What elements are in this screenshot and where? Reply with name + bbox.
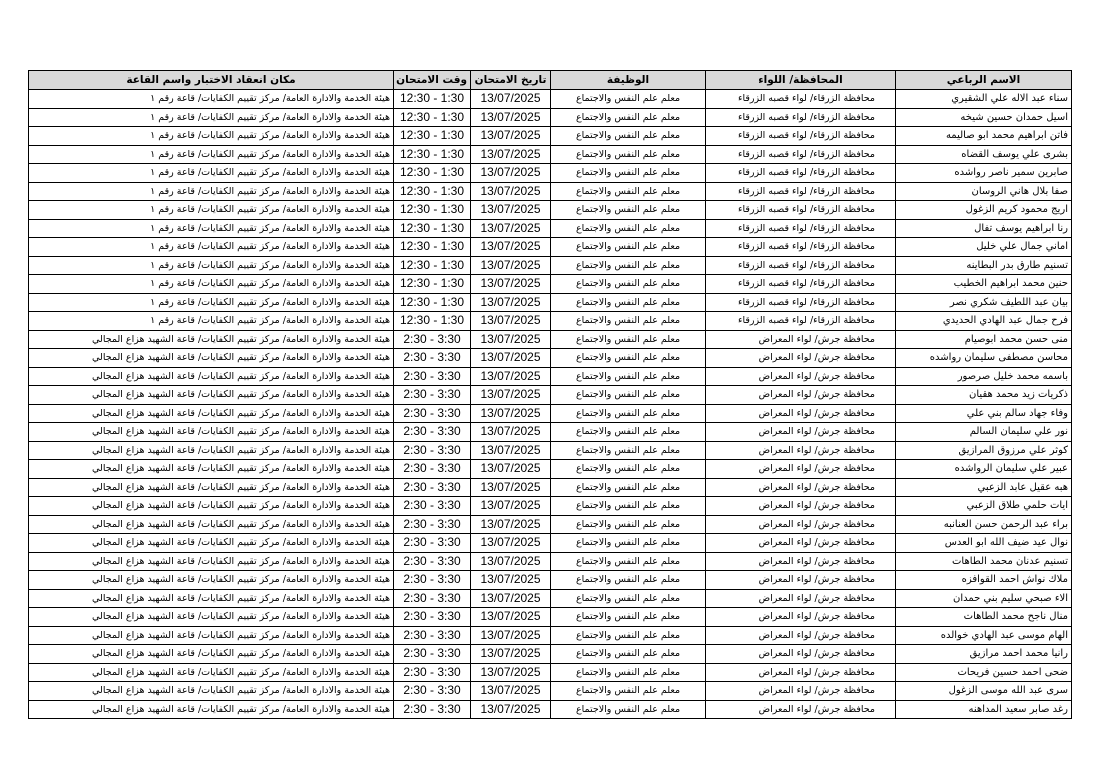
cell-date: 13/07/2025 xyxy=(471,589,551,608)
cell-governorate: محافظة الزرقاء/ لواء قصبه الزرقاء xyxy=(706,238,896,257)
cell-name: بشرى علي يوسف القضاه xyxy=(896,145,1072,164)
cell-place: هيئة الخدمة والادارة العامة/ مركز تقييم الكفايات/ قاعة رقم ١ xyxy=(29,164,394,183)
cell-name: تسنيم عدنان محمد الطاهات xyxy=(896,552,1072,571)
cell-governorate: محافظة جرش/ لواء المعراض xyxy=(706,608,896,627)
table-row xyxy=(29,312,1072,331)
table-row xyxy=(29,349,1072,368)
cell-time: 12:30 - 1:30 xyxy=(394,145,471,164)
table-row xyxy=(29,645,1072,664)
cell-date: 13/07/2025 xyxy=(471,293,551,312)
cell-job: معلم علم النفس والاجتماع xyxy=(551,571,706,590)
cell-place: هيئة الخدمة والادارة العامة/ مركز تقييم الكفايات/ قاعة رقم ١ xyxy=(29,127,394,146)
cell-time: 12:30 - 1:30 xyxy=(394,312,471,331)
cell-time: 2:30 - 3:30 xyxy=(394,423,471,442)
cell-name: ضحى احمد حسين فريحات xyxy=(896,663,1072,682)
cell-governorate: محافظة الزرقاء/ لواء قصبه الزرقاء xyxy=(706,164,896,183)
cell-date: 13/07/2025 xyxy=(471,404,551,423)
cell-name: اماني جمال علي خليل xyxy=(896,238,1072,257)
cell-date: 13/07/2025 xyxy=(471,349,551,368)
table-row xyxy=(29,145,1072,164)
table-row xyxy=(29,219,1072,238)
table-row xyxy=(29,423,1072,442)
cell-date: 13/07/2025 xyxy=(471,700,551,719)
cell-place: هيئة الخدمة والادارة العامة/ مركز تقييم الكفايات/ قاعة رقم ١ xyxy=(29,145,394,164)
cell-date: 13/07/2025 xyxy=(471,182,551,201)
cell-job: معلم علم النفس والاجتماع xyxy=(551,312,706,331)
table-row xyxy=(29,256,1072,275)
cell-name: حنين محمد ابراهيم الخطيب xyxy=(896,275,1072,294)
cell-time: 2:30 - 3:30 xyxy=(394,571,471,590)
cell-governorate: محافظة الزرقاء/ لواء قصبه الزرقاء xyxy=(706,256,896,275)
cell-time: 12:30 - 1:30 xyxy=(394,275,471,294)
cell-time: 2:30 - 3:30 xyxy=(394,552,471,571)
cell-name: باسمه محمد خليل صرصور xyxy=(896,367,1072,386)
cell-job: معلم علم النفس والاجتماع xyxy=(551,108,706,127)
table-row xyxy=(29,663,1072,682)
cell-date: 13/07/2025 xyxy=(471,238,551,257)
cell-job: معلم علم النفس والاجتماع xyxy=(551,663,706,682)
cell-job: معلم علم النفس والاجتماع xyxy=(551,589,706,608)
cell-job: معلم علم النفس والاجتماع xyxy=(551,478,706,497)
cell-time: 12:30 - 1:30 xyxy=(394,293,471,312)
cell-governorate: محافظة الزرقاء/ لواء قصبه الزرقاء xyxy=(706,312,896,331)
cell-governorate: محافظة جرش/ لواء المعراض xyxy=(706,441,896,460)
cell-time: 2:30 - 3:30 xyxy=(394,608,471,627)
cell-date: 13/07/2025 xyxy=(471,571,551,590)
cell-time: 2:30 - 3:30 xyxy=(394,663,471,682)
cell-time: 2:30 - 3:30 xyxy=(394,404,471,423)
cell-job: معلم علم النفس والاجتماع xyxy=(551,219,706,238)
cell-job: معلم علم النفس والاجتماع xyxy=(551,238,706,257)
cell-time: 2:30 - 3:30 xyxy=(394,645,471,664)
exam-schedule-page xyxy=(28,70,1071,719)
header-date: تاريخ الامتحان xyxy=(471,71,551,90)
cell-job: معلم علم النفس والاجتماع xyxy=(551,608,706,627)
cell-governorate: محافظة الزرقاء/ لواء قصبه الزرقاء xyxy=(706,219,896,238)
cell-name: تسنيم طارق بدر البطاينه xyxy=(896,256,1072,275)
cell-job: معلم علم النفس والاجتماع xyxy=(551,497,706,516)
cell-date: 13/07/2025 xyxy=(471,367,551,386)
table-row xyxy=(29,478,1072,497)
cell-place: هيئة الخدمة والادارة العامة/ مركز تقييم الكفايات/ قاعة رقم ١ xyxy=(29,238,394,257)
cell-governorate: محافظة جرش/ لواء المعراض xyxy=(706,534,896,553)
table-row xyxy=(29,182,1072,201)
table-row xyxy=(29,238,1072,257)
cell-name: رنا ابراهيم يوسف تفال xyxy=(896,219,1072,238)
cell-time: 12:30 - 1:30 xyxy=(394,256,471,275)
cell-name: ملاك نواش احمد القوافزه xyxy=(896,571,1072,590)
cell-date: 13/07/2025 xyxy=(471,645,551,664)
cell-name: صفا بلال هاني الروسان xyxy=(896,182,1072,201)
cell-governorate: محافظة جرش/ لواء المعراض xyxy=(706,682,896,701)
cell-job: معلم علم النفس والاجتماع xyxy=(551,90,706,109)
cell-name: وفاء جهاد سالم بني علي xyxy=(896,404,1072,423)
cell-date: 13/07/2025 xyxy=(471,386,551,405)
cell-name: اسيل حمدان حسين شيخه xyxy=(896,108,1072,127)
cell-job: معلم علم النفس والاجتماع xyxy=(551,145,706,164)
cell-job: معلم علم النفس والاجتماع xyxy=(551,367,706,386)
table-row xyxy=(29,386,1072,405)
cell-time: 2:30 - 3:30 xyxy=(394,367,471,386)
cell-name: الهام موسى عبد الهادي خوالده xyxy=(896,626,1072,645)
cell-name: عبير علي سليمان الرواشده xyxy=(896,460,1072,479)
cell-date: 13/07/2025 xyxy=(471,608,551,627)
table-row xyxy=(29,90,1072,109)
cell-governorate: محافظة جرش/ لواء المعراض xyxy=(706,663,896,682)
cell-governorate: محافظة جرش/ لواء المعراض xyxy=(706,330,896,349)
cell-job: معلم علم النفس والاجتماع xyxy=(551,534,706,553)
cell-date: 13/07/2025 xyxy=(471,515,551,534)
table-row xyxy=(29,330,1072,349)
cell-date: 13/07/2025 xyxy=(471,552,551,571)
table-row xyxy=(29,534,1072,553)
cell-date: 13/07/2025 xyxy=(471,164,551,183)
cell-time: 2:30 - 3:30 xyxy=(394,441,471,460)
cell-place: هيئة الخدمة والادارة العامة/ مركز تقييم الكفايات/ قاعة رقم ١ xyxy=(29,201,394,220)
cell-name: الاء صبحي سليم بني حمدان xyxy=(896,589,1072,608)
cell-place: هيئة الخدمة والادارة العامة/ مركز تقييم الكفايات/ قاعة الشهيد هزاع المجالي xyxy=(29,700,394,719)
cell-name: رغد صابر سعيد المداهنه xyxy=(896,700,1072,719)
cell-place: هيئة الخدمة والادارة العامة/ مركز تقييم الكفايات/ قاعة الشهيد هزاع المجالي xyxy=(29,423,394,442)
cell-place: هيئة الخدمة والادارة العامة/ مركز تقييم الكفايات/ قاعة الشهيد هزاع المجالي xyxy=(29,497,394,516)
cell-governorate: محافظة الزرقاء/ لواء قصبه الزرقاء xyxy=(706,127,896,146)
table-row xyxy=(29,201,1072,220)
table-row xyxy=(29,626,1072,645)
cell-name: محاسن مصطفى سليمان رواشده xyxy=(896,349,1072,368)
cell-place: هيئة الخدمة والادارة العامة/ مركز تقييم الكفايات/ قاعة الشهيد هزاع المجالي xyxy=(29,441,394,460)
cell-place: هيئة الخدمة والادارة العامة/ مركز تقييم الكفايات/ قاعة الشهيد هزاع المجالي xyxy=(29,682,394,701)
header-governorate: المحافظة/ اللواء xyxy=(706,71,896,90)
cell-place: هيئة الخدمة والادارة العامة/ مركز تقييم الكفايات/ قاعة الشهيد هزاع المجالي xyxy=(29,608,394,627)
cell-time: 2:30 - 3:30 xyxy=(394,626,471,645)
cell-governorate: محافظة جرش/ لواء المعراض xyxy=(706,349,896,368)
table-row xyxy=(29,404,1072,423)
cell-time: 12:30 - 1:30 xyxy=(394,238,471,257)
cell-date: 13/07/2025 xyxy=(471,145,551,164)
cell-place: هيئة الخدمة والادارة العامة/ مركز تقييم الكفايات/ قاعة الشهيد هزاع المجالي xyxy=(29,663,394,682)
cell-time: 12:30 - 1:30 xyxy=(394,108,471,127)
cell-place: هيئة الخدمة والادارة العامة/ مركز تقييم الكفايات/ قاعة الشهيد هزاع المجالي xyxy=(29,571,394,590)
cell-date: 13/07/2025 xyxy=(471,275,551,294)
table-body xyxy=(29,90,1072,719)
cell-place: هيئة الخدمة والادارة العامة/ مركز تقييم الكفايات/ قاعة رقم ١ xyxy=(29,312,394,331)
cell-time: 2:30 - 3:30 xyxy=(394,386,471,405)
cell-date: 13/07/2025 xyxy=(471,663,551,682)
cell-job: معلم علم النفس والاجتماع xyxy=(551,293,706,312)
cell-place: هيئة الخدمة والادارة العامة/ مركز تقييم الكفايات/ قاعة الشهيد هزاع المجالي xyxy=(29,330,394,349)
header-name: الاسم الرباعي xyxy=(896,71,1072,90)
cell-name: نور علي سليمان السالم xyxy=(896,423,1072,442)
cell-governorate: محافظة جرش/ لواء المعراض xyxy=(706,423,896,442)
cell-time: 2:30 - 3:30 xyxy=(394,515,471,534)
cell-name: بيان عبد اللطيف شكري نصر xyxy=(896,293,1072,312)
cell-place: هيئة الخدمة والادارة العامة/ مركز تقييم الكفايات/ قاعة رقم ١ xyxy=(29,90,394,109)
cell-job: معلم علم النفس والاجتماع xyxy=(551,460,706,479)
cell-name: منى حسن محمد ابوصيام xyxy=(896,330,1072,349)
cell-job: معلم علم النفس والاجتماع xyxy=(551,164,706,183)
cell-date: 13/07/2025 xyxy=(471,127,551,146)
cell-job: معلم علم النفس والاجتماع xyxy=(551,515,706,534)
cell-job: معلم علم النفس والاجتماع xyxy=(551,552,706,571)
cell-name: فرح جمال عبد الهادي الحديدي xyxy=(896,312,1072,331)
cell-job: معلم علم النفس والاجتماع xyxy=(551,626,706,645)
cell-date: 13/07/2025 xyxy=(471,534,551,553)
cell-governorate: محافظة جرش/ لواء المعراض xyxy=(706,589,896,608)
table-row xyxy=(29,275,1072,294)
table-row xyxy=(29,571,1072,590)
cell-place: هيئة الخدمة والادارة العامة/ مركز تقييم الكفايات/ قاعة رقم ١ xyxy=(29,293,394,312)
table-row xyxy=(29,682,1072,701)
cell-place: هيئة الخدمة والادارة العامة/ مركز تقييم الكفايات/ قاعة الشهيد هزاع المجالي xyxy=(29,404,394,423)
cell-governorate: محافظة الزرقاء/ لواء قصبه الزرقاء xyxy=(706,108,896,127)
cell-date: 13/07/2025 xyxy=(471,90,551,109)
table-row xyxy=(29,608,1072,627)
cell-place: هيئة الخدمة والادارة العامة/ مركز تقييم الكفايات/ قاعة الشهيد هزاع المجالي xyxy=(29,349,394,368)
cell-governorate: محافظة جرش/ لواء المعراض xyxy=(706,497,896,516)
cell-job: معلم علم النفس والاجتماع xyxy=(551,386,706,405)
table-row xyxy=(29,589,1072,608)
table-row xyxy=(29,441,1072,460)
cell-date: 13/07/2025 xyxy=(471,312,551,331)
cell-job: معلم علم النفس والاجتماع xyxy=(551,645,706,664)
cell-name: ايات حلمي طلاق الزعبي xyxy=(896,497,1072,516)
cell-governorate: محافظة جرش/ لواء المعراض xyxy=(706,571,896,590)
cell-job: معلم علم النفس والاجتماع xyxy=(551,127,706,146)
cell-name: براء عبد الرحمن حسن العنانبه xyxy=(896,515,1072,534)
cell-date: 13/07/2025 xyxy=(471,460,551,479)
cell-governorate: محافظة جرش/ لواء المعراض xyxy=(706,478,896,497)
cell-place: هيئة الخدمة والادارة العامة/ مركز تقييم الكفايات/ قاعة الشهيد هزاع المجالي xyxy=(29,534,394,553)
cell-time: 2:30 - 3:30 xyxy=(394,460,471,479)
cell-name: ذكريات زيد محمد هقيان xyxy=(896,386,1072,405)
cell-governorate: محافظة جرش/ لواء المعراض xyxy=(706,645,896,664)
cell-place: هيئة الخدمة والادارة العامة/ مركز تقييم الكفايات/ قاعة الشهيد هزاع المجالي xyxy=(29,386,394,405)
cell-date: 13/07/2025 xyxy=(471,201,551,220)
header-time: وقت الامتحان xyxy=(394,71,471,90)
cell-time: 12:30 - 1:30 xyxy=(394,90,471,109)
cell-place: هيئة الخدمة والادارة العامة/ مركز تقييم الكفايات/ قاعة رقم ١ xyxy=(29,256,394,275)
cell-time: 2:30 - 3:30 xyxy=(394,534,471,553)
cell-job: معلم علم النفس والاجتماع xyxy=(551,682,706,701)
cell-time: 2:30 - 3:30 xyxy=(394,682,471,701)
cell-time: 2:30 - 3:30 xyxy=(394,478,471,497)
table-row xyxy=(29,293,1072,312)
cell-time: 12:30 - 1:30 xyxy=(394,201,471,220)
cell-place: هيئة الخدمة والادارة العامة/ مركز تقييم الكفايات/ قاعة الشهيد هزاع المجالي xyxy=(29,645,394,664)
cell-governorate: محافظة الزرقاء/ لواء قصبه الزرقاء xyxy=(706,293,896,312)
cell-place: هيئة الخدمة والادارة العامة/ مركز تقييم الكفايات/ قاعة الشهيد هزاع المجالي xyxy=(29,460,394,479)
cell-place: هيئة الخدمة والادارة العامة/ مركز تقييم الكفايات/ قاعة رقم ١ xyxy=(29,108,394,127)
cell-name: كوثر علي مرزوق المرازيق xyxy=(896,441,1072,460)
table-row xyxy=(29,367,1072,386)
table-row xyxy=(29,552,1072,571)
cell-governorate: محافظة الزرقاء/ لواء قصبه الزرقاء xyxy=(706,145,896,164)
table-row xyxy=(29,164,1072,183)
table-row xyxy=(29,515,1072,534)
cell-date: 13/07/2025 xyxy=(471,478,551,497)
table-row xyxy=(29,497,1072,516)
cell-governorate: محافظة جرش/ لواء المعراض xyxy=(706,386,896,405)
cell-time: 12:30 - 1:30 xyxy=(394,164,471,183)
cell-name: هبه عقيل عابد الزعبي xyxy=(896,478,1072,497)
cell-governorate: محافظة الزرقاء/ لواء قصبه الزرقاء xyxy=(706,90,896,109)
cell-place: هيئة الخدمة والادارة العامة/ مركز تقييم الكفايات/ قاعة الشهيد هزاع المجالي xyxy=(29,552,394,571)
cell-governorate: محافظة الزرقاء/ لواء قصبه الزرقاء xyxy=(706,201,896,220)
cell-date: 13/07/2025 xyxy=(471,219,551,238)
cell-date: 13/07/2025 xyxy=(471,441,551,460)
cell-name: نوال عيد ضيف الله ابو العدس xyxy=(896,534,1072,553)
cell-name: رانيا محمد احمد مرازيق xyxy=(896,645,1072,664)
cell-governorate: محافظة جرش/ لواء المعراض xyxy=(706,700,896,719)
exam-schedule-table xyxy=(28,70,1072,719)
cell-governorate: محافظة جرش/ لواء المعراض xyxy=(706,515,896,534)
cell-place: هيئة الخدمة والادارة العامة/ مركز تقييم الكفايات/ قاعة الشهيد هزاع المجالي xyxy=(29,589,394,608)
table-row xyxy=(29,460,1072,479)
cell-time: 12:30 - 1:30 xyxy=(394,127,471,146)
cell-place: هيئة الخدمة والادارة العامة/ مركز تقييم الكفايات/ قاعة الشهيد هزاع المجالي xyxy=(29,515,394,534)
cell-job: معلم علم النفس والاجتماع xyxy=(551,201,706,220)
cell-place: هيئة الخدمة والادارة العامة/ مركز تقييم الكفايات/ قاعة الشهيد هزاع المجالي xyxy=(29,367,394,386)
cell-date: 13/07/2025 xyxy=(471,330,551,349)
cell-job: معلم علم النفس والاجتماع xyxy=(551,330,706,349)
cell-time: 2:30 - 3:30 xyxy=(394,497,471,516)
cell-name: سناء عبد الاله علي الشقيري xyxy=(896,90,1072,109)
cell-time: 2:30 - 3:30 xyxy=(394,700,471,719)
cell-place: هيئة الخدمة والادارة العامة/ مركز تقييم الكفايات/ قاعة الشهيد هزاع المجالي xyxy=(29,626,394,645)
cell-job: معلم علم النفس والاجتماع xyxy=(551,182,706,201)
cell-time: 12:30 - 1:30 xyxy=(394,219,471,238)
cell-date: 13/07/2025 xyxy=(471,256,551,275)
cell-name: صابرين سمير ناصر رواشده xyxy=(896,164,1072,183)
cell-place: هيئة الخدمة والادارة العامة/ مركز تقييم الكفايات/ قاعة رقم ١ xyxy=(29,182,394,201)
cell-place: هيئة الخدمة والادارة العامة/ مركز تقييم الكفايات/ قاعة رقم ١ xyxy=(29,275,394,294)
table-row xyxy=(29,108,1072,127)
cell-name: منال ناجح محمد الطاهات xyxy=(896,608,1072,627)
cell-governorate: محافظة الزرقاء/ لواء قصبه الزرقاء xyxy=(706,275,896,294)
cell-job: معلم علم النفس والاجتماع xyxy=(551,275,706,294)
cell-name: اريج محمود كريم الزغول xyxy=(896,201,1072,220)
cell-date: 13/07/2025 xyxy=(471,682,551,701)
cell-name: سرى عبد الله موسى الزغول xyxy=(896,682,1072,701)
header-place: مكان انعقاد الاختبار واسم القاعة xyxy=(29,71,394,90)
cell-name: فاتن ابراهيم محمد ابو صاليمه xyxy=(896,127,1072,146)
cell-time: 2:30 - 3:30 xyxy=(394,349,471,368)
cell-governorate: محافظة جرش/ لواء المعراض xyxy=(706,626,896,645)
cell-governorate: محافظة جرش/ لواء المعراض xyxy=(706,404,896,423)
table-header-row xyxy=(29,71,1072,90)
cell-job: معلم علم النفس والاجتماع xyxy=(551,423,706,442)
cell-job: معلم علم النفس والاجتماع xyxy=(551,349,706,368)
cell-place: هيئة الخدمة والادارة العامة/ مركز تقييم الكفايات/ قاعة الشهيد هزاع المجالي xyxy=(29,478,394,497)
cell-place: هيئة الخدمة والادارة العامة/ مركز تقييم الكفايات/ قاعة رقم ١ xyxy=(29,219,394,238)
cell-date: 13/07/2025 xyxy=(471,423,551,442)
table-row xyxy=(29,127,1072,146)
cell-date: 13/07/2025 xyxy=(471,497,551,516)
cell-governorate: محافظة جرش/ لواء المعراض xyxy=(706,367,896,386)
cell-governorate: محافظة الزرقاء/ لواء قصبه الزرقاء xyxy=(706,182,896,201)
cell-governorate: محافظة جرش/ لواء المعراض xyxy=(706,552,896,571)
cell-date: 13/07/2025 xyxy=(471,626,551,645)
cell-job: معلم علم النفس والاجتماع xyxy=(551,700,706,719)
cell-time: 12:30 - 1:30 xyxy=(394,182,471,201)
cell-time: 2:30 - 3:30 xyxy=(394,330,471,349)
header-job: الوظيفة xyxy=(551,71,706,90)
cell-job: معلم علم النفس والاجتماع xyxy=(551,256,706,275)
cell-job: معلم علم النفس والاجتماع xyxy=(551,441,706,460)
table-row xyxy=(29,700,1072,719)
cell-date: 13/07/2025 xyxy=(471,108,551,127)
cell-governorate: محافظة جرش/ لواء المعراض xyxy=(706,460,896,479)
cell-time: 2:30 - 3:30 xyxy=(394,589,471,608)
cell-job: معلم علم النفس والاجتماع xyxy=(551,404,706,423)
